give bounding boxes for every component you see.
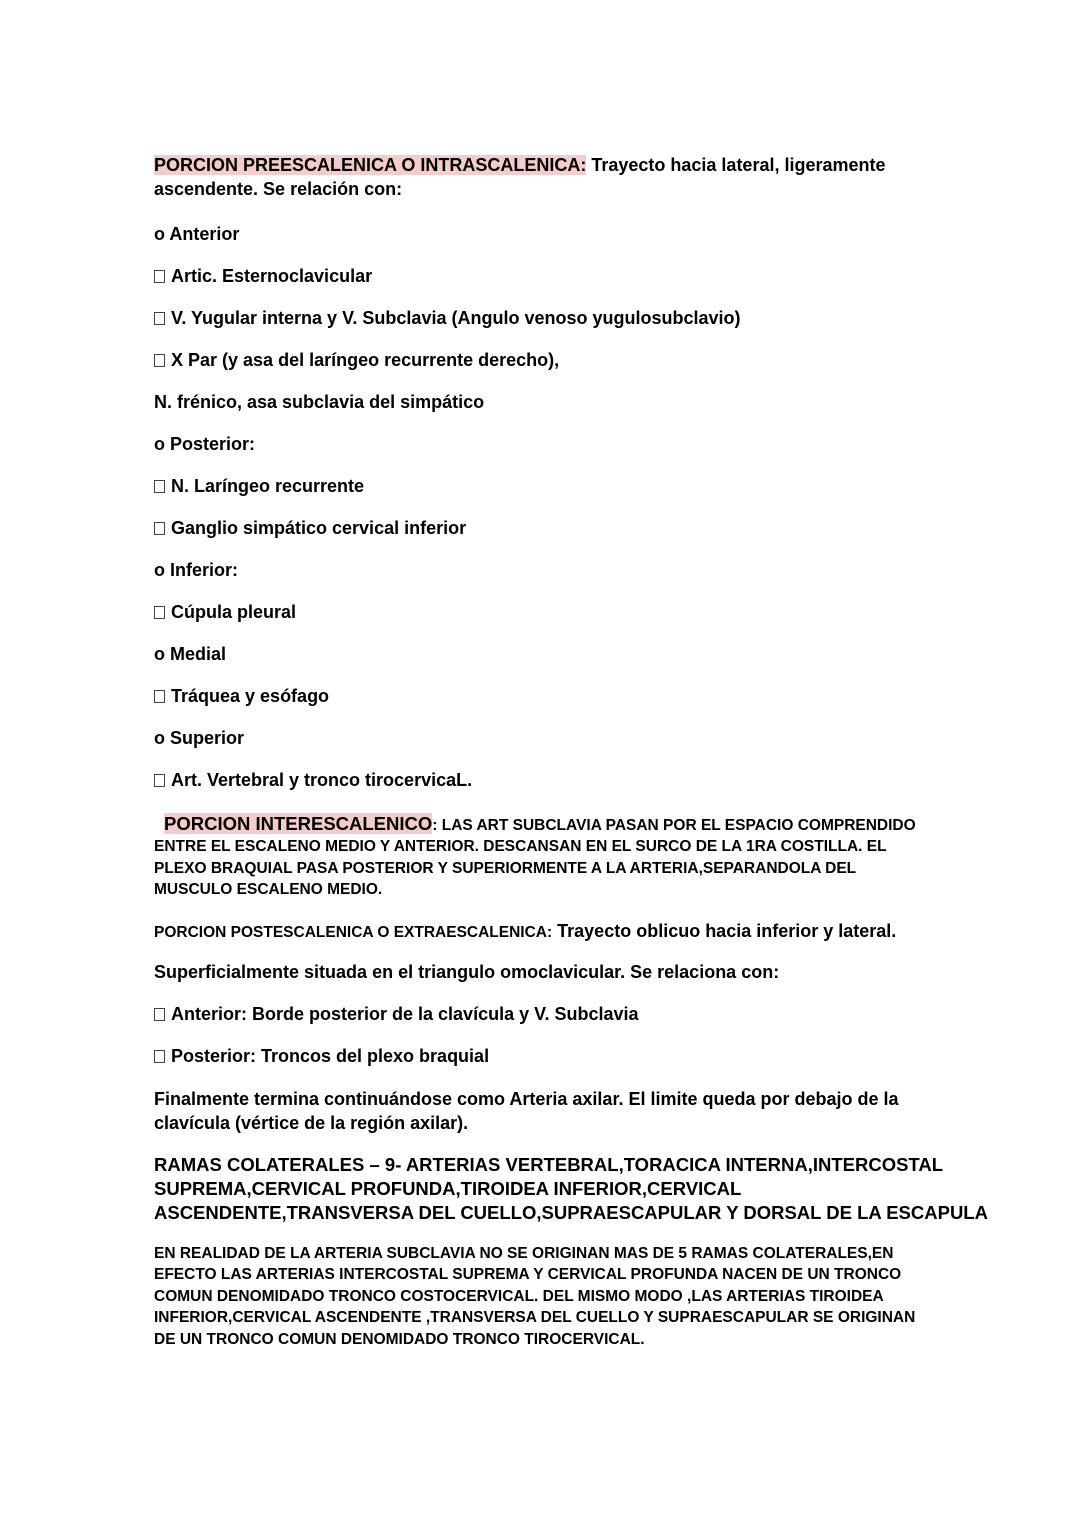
bullet-item [154, 1002, 639, 1026]
bullet-text: Ganglio simpático cervical inferior [171, 518, 467, 538]
inter-line-2: ENTRE EL ESCALENO MEDIO Y ANTERIOR. DESCANSAN EN EL SURCO DE LA 1RA COSTILLA. EL [154, 838, 887, 855]
checkbox-icon [154, 480, 165, 493]
bullet-item [154, 516, 466, 540]
medial-label: o Medial [154, 644, 227, 664]
post-text: Trayecto oblicuo hacia inferior y lateral. [552, 921, 897, 941]
bullet-item [154, 768, 472, 792]
intro-text-a: Trayecto hacia lateral, ligeramente [586, 155, 886, 175]
bullet-text: Anterior: Borde posterior de la clavícula y V. Subclavia [171, 1004, 639, 1024]
checkbox-icon [154, 522, 165, 535]
checkbox-icon [154, 354, 165, 367]
bullet-text: N. Laríngeo recurrente [171, 476, 365, 496]
bullet-text: Artic. Esternoclavicular [171, 266, 373, 286]
bullet-item [154, 1044, 489, 1068]
checkbox-icon [154, 774, 165, 787]
checkbox-icon [154, 270, 165, 283]
bullet-item [154, 264, 372, 288]
interescalenico-heading: PORCION INTERESCALENICO [164, 813, 433, 834]
bullet-item [154, 684, 329, 708]
inter-line-4: MUSCULO ESCALENO MEDIO. [154, 881, 383, 898]
posterior-label: o Posterior: [154, 434, 256, 454]
ramas-line-3: ASCENDENTE,TRANSVERSA DEL CUELLO,SUPRAESCAPULAR Y DORSAL DE LA ESCAPULA [154, 1202, 988, 1223]
realidad-line-1: EN REALIDAD DE LA ARTERIA SUBCLAVIA NO SE ORIGINAN MAS DE 5 RAMAS COLATERALES,EN [154, 1245, 894, 1262]
final-line-1: Finalmente termina continuándose como Arteria axilar. El limite queda por debajo de la [154, 1089, 899, 1109]
bullet-text: Posterior: Troncos del plexo braquial [171, 1046, 490, 1066]
bullet-item [154, 306, 740, 330]
ramas-line-1: RAMAS COLATERALES – 9- ARTERIAS VERTEBRAL,TORACICA INTERNA,INTERCOSTAL [154, 1154, 944, 1175]
intro-line-2: ascendente. Se relación con: [154, 179, 403, 199]
postescalenica-heading: PORCION POSTESCALENICA O EXTRAESCALENICA: [154, 924, 553, 941]
realidad-line-4: INFERIOR,CERVICAL ASCENDENTE ,TRANSVERSA DEL CUELLO Y SUPRAESCAPULAR SE ORIGINAN [154, 1309, 916, 1326]
bullet-item [154, 600, 296, 624]
inter-line-3: PLEXO BRAQUIAL PASA POSTERIOR Y SUPERIORMENTE A LA ARTERIA,SEPARANDOLA DEL [154, 860, 857, 877]
superficial-line: Superficialmente situada en el triangulo omoclavicular. Se relaciona con: [154, 962, 780, 982]
realidad-line-5: DE UN TRONCO COMUN DENOMIDADO TRONCO TIROCERVICAL. [154, 1331, 645, 1348]
bullet-text: V. Yugular interna y V. Subclavia (Angulo venoso yugulosubclavio) [171, 308, 741, 328]
checkbox-icon [154, 312, 165, 325]
bullet-item [154, 474, 364, 498]
preescalenica-heading: PORCION PREESCALENICA O INTRASCALENICA: [154, 155, 587, 175]
bullet-text: X Par (y asa del laríngeo recurrente derecho), [171, 350, 560, 370]
checkbox-icon [154, 690, 165, 703]
bullet-item [154, 348, 559, 372]
inferior-label: o Inferior: [154, 560, 238, 580]
final-line-2: clavícula (vértice de la región axilar). [154, 1113, 469, 1133]
realidad-line-3: COMUN DENOMIDADO TRONCO COSTOCERVICAL. DEL MISMO MODO ,LAS ARTERIAS TIROIDEA [154, 1288, 884, 1305]
checkbox-icon [154, 1008, 165, 1021]
superior-label: o Superior [154, 728, 245, 748]
bullet-text: Art. Vertebral y tronco tirocervicaL. [171, 770, 473, 790]
intro-line-1 [154, 153, 886, 177]
frenico-line: N. frénico, asa subclavia del simpático [154, 392, 485, 412]
ramas-line-2: SUPREMA,CERVICAL PROFUNDA,TIROIDEA INFERIOR,CERVICAL [154, 1178, 742, 1199]
post-line-1 [154, 919, 896, 944]
bullet-text: Cúpula pleural [171, 602, 297, 622]
checkbox-icon [154, 1050, 165, 1063]
checkbox-icon [154, 606, 165, 619]
anterior-label: o Anterior [154, 224, 240, 244]
inter-line-1 [164, 812, 916, 837]
inter-text-1: : LAS ART SUBCLAVIA PASAN POR EL ESPACIO COMPRENDIDO [432, 817, 916, 834]
bullet-text: Tráquea y esófago [171, 686, 330, 706]
realidad-line-2: EFECTO LAS ARTERIAS INTERCOSTAL SUPREMA Y CERVICAL PROFUNDA NACEN DE UN TRONCO [154, 1266, 902, 1283]
